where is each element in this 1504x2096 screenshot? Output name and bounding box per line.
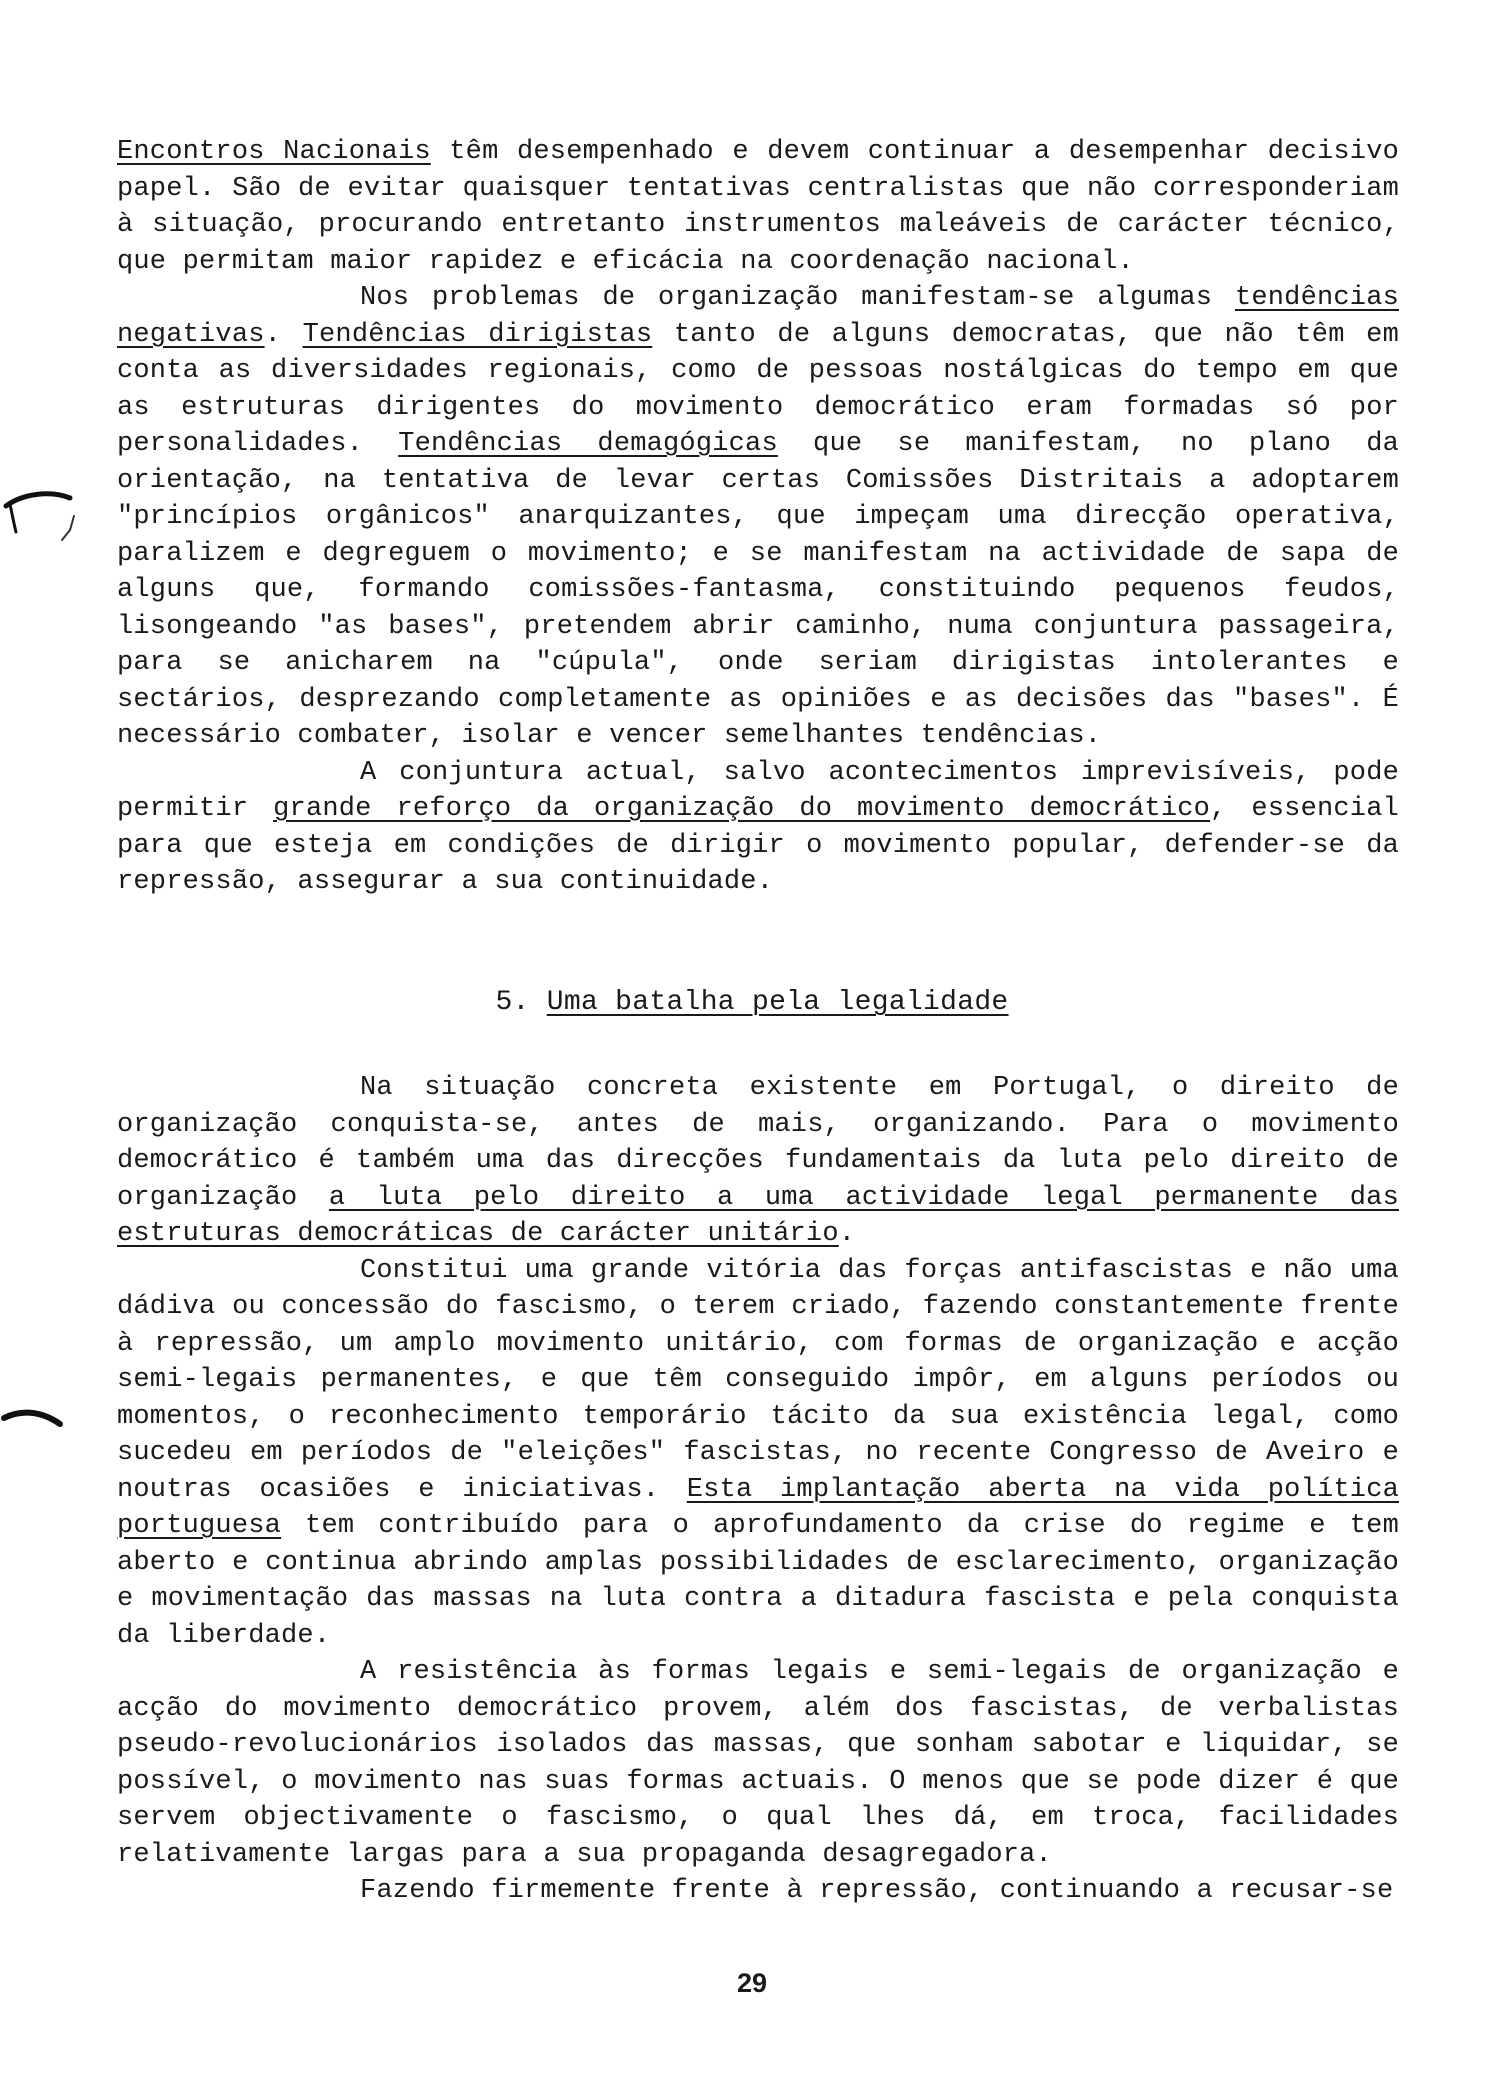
paragraph-text: A resistência às formas legais e semi-legais de organização e acção do movimento democrático provem, além dos fascistas, de verbalistas pseudo-revolucionários isolados das massas, que sonham sabotar e liquidar, se possível, o movimento nas suas formas actuais. O menos que se pode dizer é que servem objectivamente o fascismo, o qual lhes dá, em troca, facilidades relativamente largas para a sua propaganda desagregadora. — [117, 1657, 1399, 1870]
section-number: 5. — [495, 987, 530, 1018]
top-text-block — [117, 134, 1399, 901]
paragraph-text: A conjuntura actual, salvo acontecimentos imprevisíveis, pode permitir — [117, 757, 1399, 824]
paragraph-text: que se manifestam, no plano da orientação, na tentativa de levar certas Comissões Distritais a adoptarem "princípios orgânicos" anarquizantes, que impeçam uma direcção operativa, paralizem e degreguem o movimento; e se manifestam na actividade de sapa de alguns que, formando comissões-fantasma, constituindo pequenos feudos, lisongeando "as bases", pretendem abrir caminho, numa conjuntura passageira, para se anicharem na "cúpula", onde seriam dirigistas intolerantes e sectários, desprezando completamente as opiniões e as decisões das "bases". É necessário combater, isolar e vencer semelhantes tendências. — [117, 429, 1399, 751]
paragraph-text: Na situação concreta existente em Portugal, o direito de organização conquista-se, antes de mais, organizando. Para o movimento democrático é também uma das direcções fundamentais da luta pelo direito de organização — [117, 1073, 1399, 1213]
underlined-phrase: grande reforço da organização do movimento democrático — [273, 794, 1211, 824]
underlined-phrase: Encontros Nacionais — [117, 137, 431, 167]
paragraph-3 — [117, 755, 1399, 901]
paragraph-4 — [117, 1070, 1399, 1253]
paragraph-1 — [117, 134, 1399, 280]
paragraph-text: Fazendo firmemente frente à repressão, continuando a recusar-se — [360, 1876, 1394, 1906]
paragraph-text: tanto de alguns democratas, que não têm em conta as diversidades regionais, como de pessoas nostálgicas do tempo em que as estruturas dirigentes do movimento democrático eram formadas só por personalidades. — [117, 319, 1399, 459]
paragraph-6 — [117, 1654, 1399, 1873]
paragraph-text: Constitui uma grande vitória das forças antifascistas e não uma dádiva ou concessão do fascismo, o terem criado, fazendo constantemente frente à repressão, um amplo movimento unitário, com formas de organização e acção semi-legais permanentes, e que têm conseguido impôr, em alguns períodos ou momentos, o reconhecimento temporário tácito da sua existência legal, como sucedeu em períodos de "eleições" fascistas, no recente Congresso de Aveiro e noutras ocasiões e iniciativas. — [117, 1255, 1399, 1505]
underlined-phrase: a luta pelo direito a uma actividade legal permanente das estruturas democráticas de carácter unitário — [117, 1182, 1399, 1249]
paragraph-text: Nos problemas de organização manifestam-se algumas — [360, 283, 1235, 313]
paragraph-text: têm desempenhado e devem continuar a desempenhar decisivo papel. São de evitar quaisquer tentativas centralistas que não corresponderiam à situação, procurando entretanto instrumentos maleáveis de carácter técnico, que permitam maior rapidez e eficácia na coordenação nacional. — [117, 137, 1399, 277]
paragraph-text: tem contribuído para o aprofundamento da crise do regime e tem aberto e continua abrindo amplas possibilidades de esclarecimento, organização e movimentação das massas na luta contra a ditadura fascista e pela conquista da liberdade. — [117, 1511, 1399, 1651]
underlined-phrase: Esta implantação aberta na vida política portuguesa — [117, 1474, 1399, 1541]
underlined-phrase: tendências negativas — [117, 283, 1399, 350]
margin-bracket-mark — [0, 480, 90, 560]
paragraph-text: , essencial para que esteja em condições de dirigir o movimento popular, defender-se da repressão, assegurar a sua continuidade. — [117, 794, 1399, 897]
section-heading — [0, 987, 1504, 1018]
paragraph-2 — [117, 280, 1399, 755]
paragraph-7 — [117, 1873, 1399, 1910]
page-number: 29 — [736, 1968, 768, 1998]
underlined-phrase: Tendências demagógicas — [398, 429, 778, 459]
paragraph-text: . — [838, 1219, 856, 1249]
bottom-text-block — [117, 1070, 1399, 1910]
paragraph-text: . — [264, 319, 303, 350]
paragraph-5 — [117, 1253, 1399, 1655]
margin-arrow-mark — [0, 1400, 80, 1440]
section-title: Uma batalha pela legalidade — [546, 987, 1009, 1018]
underlined-phrase: Tendências dirigistas — [302, 319, 653, 350]
